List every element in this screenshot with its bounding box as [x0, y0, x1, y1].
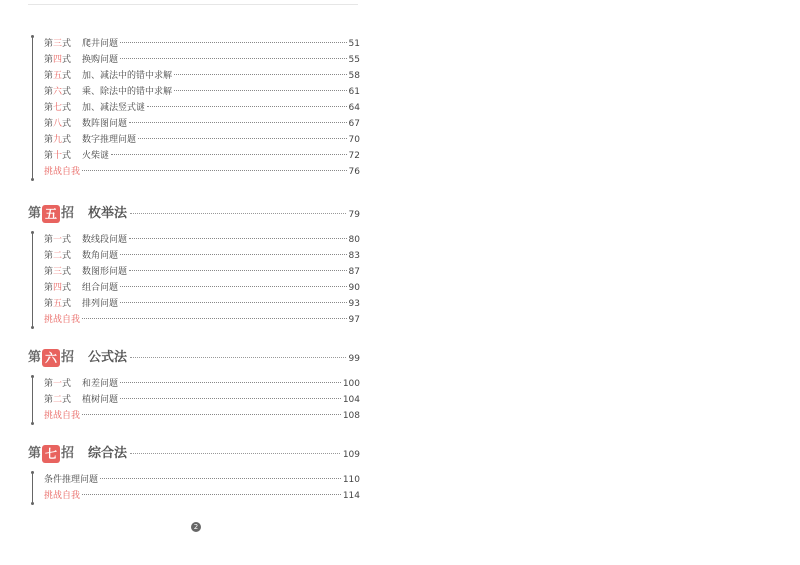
dot-leader	[130, 213, 346, 214]
chapter-prefix: 第	[28, 446, 42, 461]
item-title: 数线段问题	[82, 235, 128, 245]
toc-item-challenge[interactable]	[44, 488, 360, 504]
item-index: 第四式	[44, 283, 72, 293]
item-title: 排列问题	[82, 299, 119, 309]
item-page: 90	[348, 283, 360, 293]
toc-item[interactable]	[44, 148, 360, 164]
chapter-heading[interactable]	[28, 202, 360, 226]
chapter-heading[interactable]	[28, 346, 360, 370]
toc-chapter-6	[28, 346, 360, 424]
item-title: 数角问题	[82, 251, 119, 261]
chapter-number-badge: 五	[42, 205, 60, 223]
item-title: 加、减法中的错中求解	[82, 71, 173, 81]
item-title: 加、减法竖式谜	[82, 103, 146, 113]
chapter-prefix: 第	[28, 206, 42, 221]
item-page: 83	[348, 251, 360, 261]
item-title: 乘、除法中的错中求解	[82, 87, 173, 97]
toc-item[interactable]	[44, 392, 360, 408]
item-page: 58	[348, 71, 360, 81]
item-title: 数字推理问题	[82, 135, 137, 145]
dot-leader	[138, 138, 347, 139]
challenge-title: 挑战自我	[44, 491, 81, 501]
chapter-title: 公式法	[88, 350, 128, 365]
toc-item[interactable]	[44, 68, 360, 84]
toc-item-challenge[interactable]	[44, 408, 360, 424]
item-index: 第二式	[44, 251, 72, 261]
item-page: 72	[348, 151, 360, 161]
vertical-bracket	[32, 36, 33, 180]
dot-leader	[129, 270, 347, 271]
chapter-number-badge: 六	[42, 349, 60, 367]
item-index: 第十式	[44, 151, 72, 161]
item-page: 87	[348, 267, 360, 277]
item-page: 67	[348, 119, 360, 129]
item-title: 爬井问题	[82, 39, 119, 49]
item-index: 第九式	[44, 135, 72, 145]
toc-item[interactable]	[44, 100, 360, 116]
toc-item[interactable]	[44, 296, 360, 312]
item-index: 第三式	[44, 267, 72, 277]
chapter-suffix: 招	[61, 350, 75, 365]
item-index: 第五式	[44, 299, 72, 309]
item-page: 64	[348, 103, 360, 113]
dot-leader	[120, 58, 347, 59]
toc-chapter-7	[28, 442, 360, 504]
toc-item[interactable]	[44, 132, 360, 148]
challenge-page: 114	[342, 491, 360, 501]
item-title: 数图形问题	[82, 267, 128, 277]
item-page: 93	[348, 299, 360, 309]
item-page: 61	[348, 87, 360, 97]
dot-leader	[120, 286, 347, 287]
item-index: 第一式	[44, 235, 72, 245]
chapter-page: 99	[348, 354, 360, 364]
toc-list	[28, 472, 360, 504]
toc-item[interactable]	[44, 52, 360, 68]
item-index: 第六式	[44, 87, 72, 97]
dot-leader	[111, 154, 347, 155]
item-title: 条件推理问题	[44, 475, 99, 485]
item-page: 51	[348, 39, 360, 49]
item-index: 第七式	[44, 103, 72, 113]
item-index: 第四式	[44, 55, 72, 65]
chapter-prefix: 第	[28, 350, 42, 365]
chapter-title: 枚举法	[88, 206, 128, 221]
dot-leader	[147, 106, 347, 107]
item-index: 第二式	[44, 395, 72, 405]
challenge-title: 挑战自我	[44, 167, 81, 177]
dot-leader	[120, 302, 347, 303]
chapter-number-badge: 七	[42, 445, 60, 463]
toc-item[interactable]	[44, 36, 360, 52]
dot-leader	[82, 494, 341, 495]
dot-leader	[174, 90, 347, 91]
item-title: 组合问题	[82, 283, 119, 293]
item-page: 70	[348, 135, 360, 145]
chapter-heading[interactable]	[28, 442, 360, 466]
challenge-page: 76	[348, 167, 360, 177]
vertical-bracket	[32, 472, 33, 504]
dot-leader	[174, 74, 347, 75]
item-title: 植树问题	[82, 395, 119, 405]
dot-leader	[120, 254, 347, 255]
toc-item-challenge[interactable]	[44, 312, 360, 328]
dot-leader	[82, 318, 347, 319]
dot-leader	[100, 478, 341, 479]
toc-item[interactable]	[44, 232, 360, 248]
item-title: 和差问题	[82, 379, 119, 389]
page-number: 2	[191, 522, 201, 532]
chapter-suffix: 招	[61, 206, 75, 221]
dot-leader	[130, 357, 346, 358]
dot-leader	[120, 42, 347, 43]
toc-item[interactable]	[44, 116, 360, 132]
toc-list	[28, 36, 360, 180]
dot-leader	[82, 414, 341, 415]
item-title: 数阵图问题	[82, 119, 128, 129]
item-page: 80	[348, 235, 360, 245]
item-index: 第八式	[44, 119, 72, 129]
item-page: 55	[348, 55, 360, 65]
toc-section-continued	[28, 36, 360, 180]
challenge-page: 108	[342, 411, 360, 421]
item-page: 100	[342, 379, 360, 389]
toc-item[interactable]	[44, 280, 360, 296]
toc-item[interactable]	[44, 248, 360, 264]
dot-leader	[129, 238, 347, 239]
toc-item[interactable]	[44, 376, 360, 392]
top-divider	[28, 4, 358, 5]
chapter-page: 79	[348, 210, 360, 220]
dot-leader	[82, 170, 347, 171]
chapter-page: 109	[342, 450, 360, 460]
item-page: 104	[342, 395, 360, 405]
toc-list	[28, 376, 360, 424]
dot-leader	[120, 382, 341, 383]
item-title: 换购问题	[82, 55, 119, 65]
toc-item[interactable]	[44, 472, 360, 488]
dot-leader	[129, 122, 347, 123]
challenge-title: 挑战自我	[44, 315, 81, 325]
vertical-bracket	[32, 376, 33, 424]
chapter-title: 综合法	[88, 446, 128, 461]
item-index: 第一式	[44, 379, 72, 389]
item-index: 第五式	[44, 71, 72, 81]
challenge-page: 97	[348, 315, 360, 325]
item-title: 火柴谜	[82, 151, 110, 161]
toc-chapter-5	[28, 202, 360, 328]
toc-item[interactable]	[44, 264, 360, 280]
item-index: 第三式	[44, 39, 72, 49]
dot-leader	[120, 398, 341, 399]
toc-list	[28, 232, 360, 328]
toc-item-challenge[interactable]	[44, 164, 360, 180]
toc-item[interactable]	[44, 84, 360, 100]
chapter-suffix: 招	[61, 446, 75, 461]
vertical-bracket	[32, 232, 33, 328]
item-page: 110	[342, 475, 360, 485]
dot-leader	[130, 453, 340, 454]
challenge-title: 挑战自我	[44, 411, 81, 421]
